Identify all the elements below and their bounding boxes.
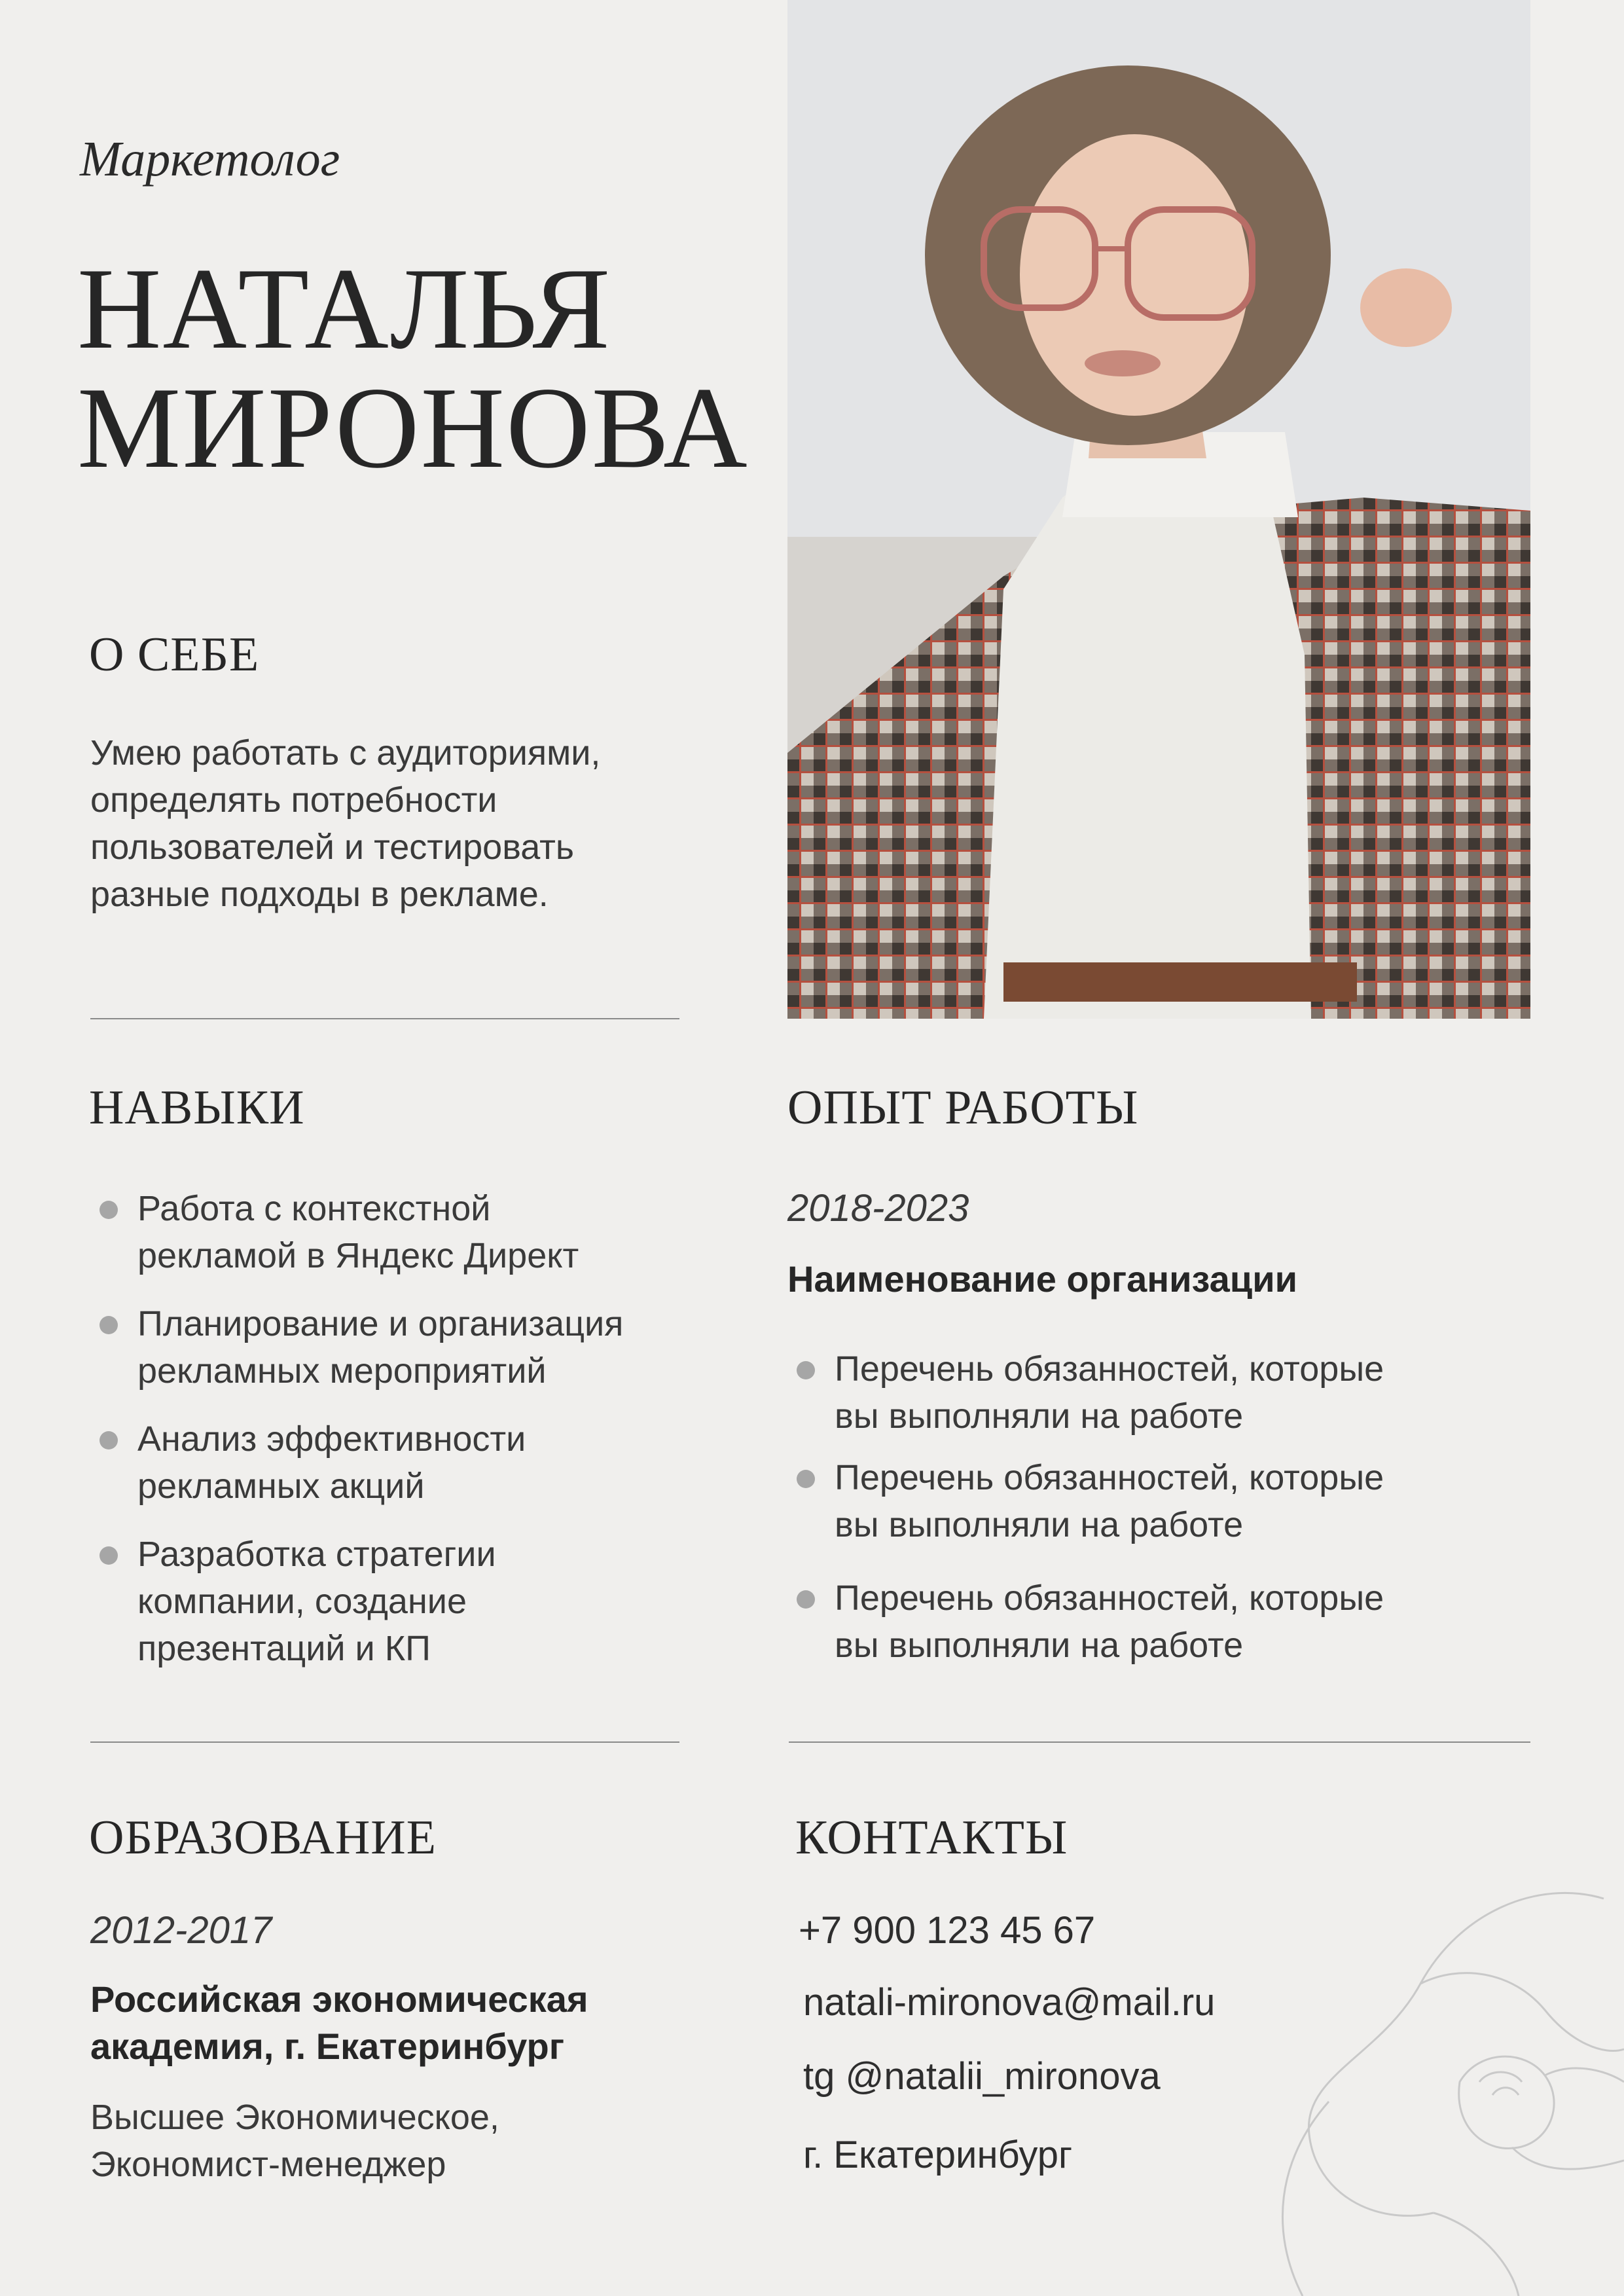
email-link[interactable]: natali-mironova@mail.ru bbox=[803, 1981, 1216, 2024]
job-title: Маркетолог bbox=[80, 132, 340, 187]
education-title: ОБРАЗОВАНИЕ bbox=[89, 1811, 437, 1865]
list-item: Планирование и организация рекламных мероприятий bbox=[90, 1300, 712, 1394]
last-name: МИРОНОВА bbox=[77, 363, 749, 492]
telegram-link[interactable]: tg @natalii_mironova bbox=[803, 2055, 1161, 2098]
about-text: Умею работать с аудиториями, определять потребности пользователей и тестировать разные подходы в рекламе. bbox=[90, 733, 601, 914]
institution-name: Российская экономическая академия, г. Екатеринбург bbox=[90, 1978, 588, 2067]
city: г. Екатеринбург bbox=[803, 2134, 1073, 2176]
list-item: Перечень обязанностей, которые вы выполняли на работе bbox=[787, 1454, 1507, 1548]
profile-photo bbox=[787, 0, 1530, 1019]
list-item: Разработка стратегии компании, создание презентаций и КП bbox=[90, 1531, 712, 1672]
contacts-title: КОНТАКТЫ bbox=[795, 1811, 1068, 1865]
full-name bbox=[77, 244, 749, 492]
skills-title: НАВЫКИ bbox=[89, 1081, 305, 1135]
divider bbox=[90, 1741, 679, 1743]
duties-list bbox=[787, 1345, 1507, 1669]
skills-list bbox=[90, 1185, 712, 1672]
phone[interactable]: +7 900 123 45 67 bbox=[799, 1909, 1096, 1952]
degree: Высшее Экономическое, Экономист-менеджер bbox=[90, 2098, 499, 2184]
list-item: Перечень обязанностей, которые вы выполняли на работе bbox=[787, 1575, 1507, 1669]
list-item: Работа с контекстной рекламой в Яндекс Директ bbox=[90, 1185, 712, 1279]
organization-name: Наименование организации bbox=[787, 1258, 1298, 1300]
divider bbox=[789, 1741, 1530, 1743]
education-period: 2012-2017 bbox=[90, 1909, 272, 1952]
flower-line-art-icon bbox=[1263, 1886, 1624, 2296]
divider bbox=[90, 1018, 679, 1019]
list-item: Анализ эффективности рекламных акций bbox=[90, 1415, 712, 1510]
experience-period: 2018-2023 bbox=[787, 1187, 969, 1230]
experience-title: ОПЫТ РАБОТЫ bbox=[787, 1081, 1139, 1135]
portrait-illustration bbox=[787, 0, 1530, 1019]
about-title: О СЕБЕ bbox=[89, 628, 260, 682]
list-item: Перечень обязанностей, которые вы выполняли на работе bbox=[787, 1345, 1507, 1440]
first-name: НАТАЛЬЯ bbox=[77, 244, 612, 373]
